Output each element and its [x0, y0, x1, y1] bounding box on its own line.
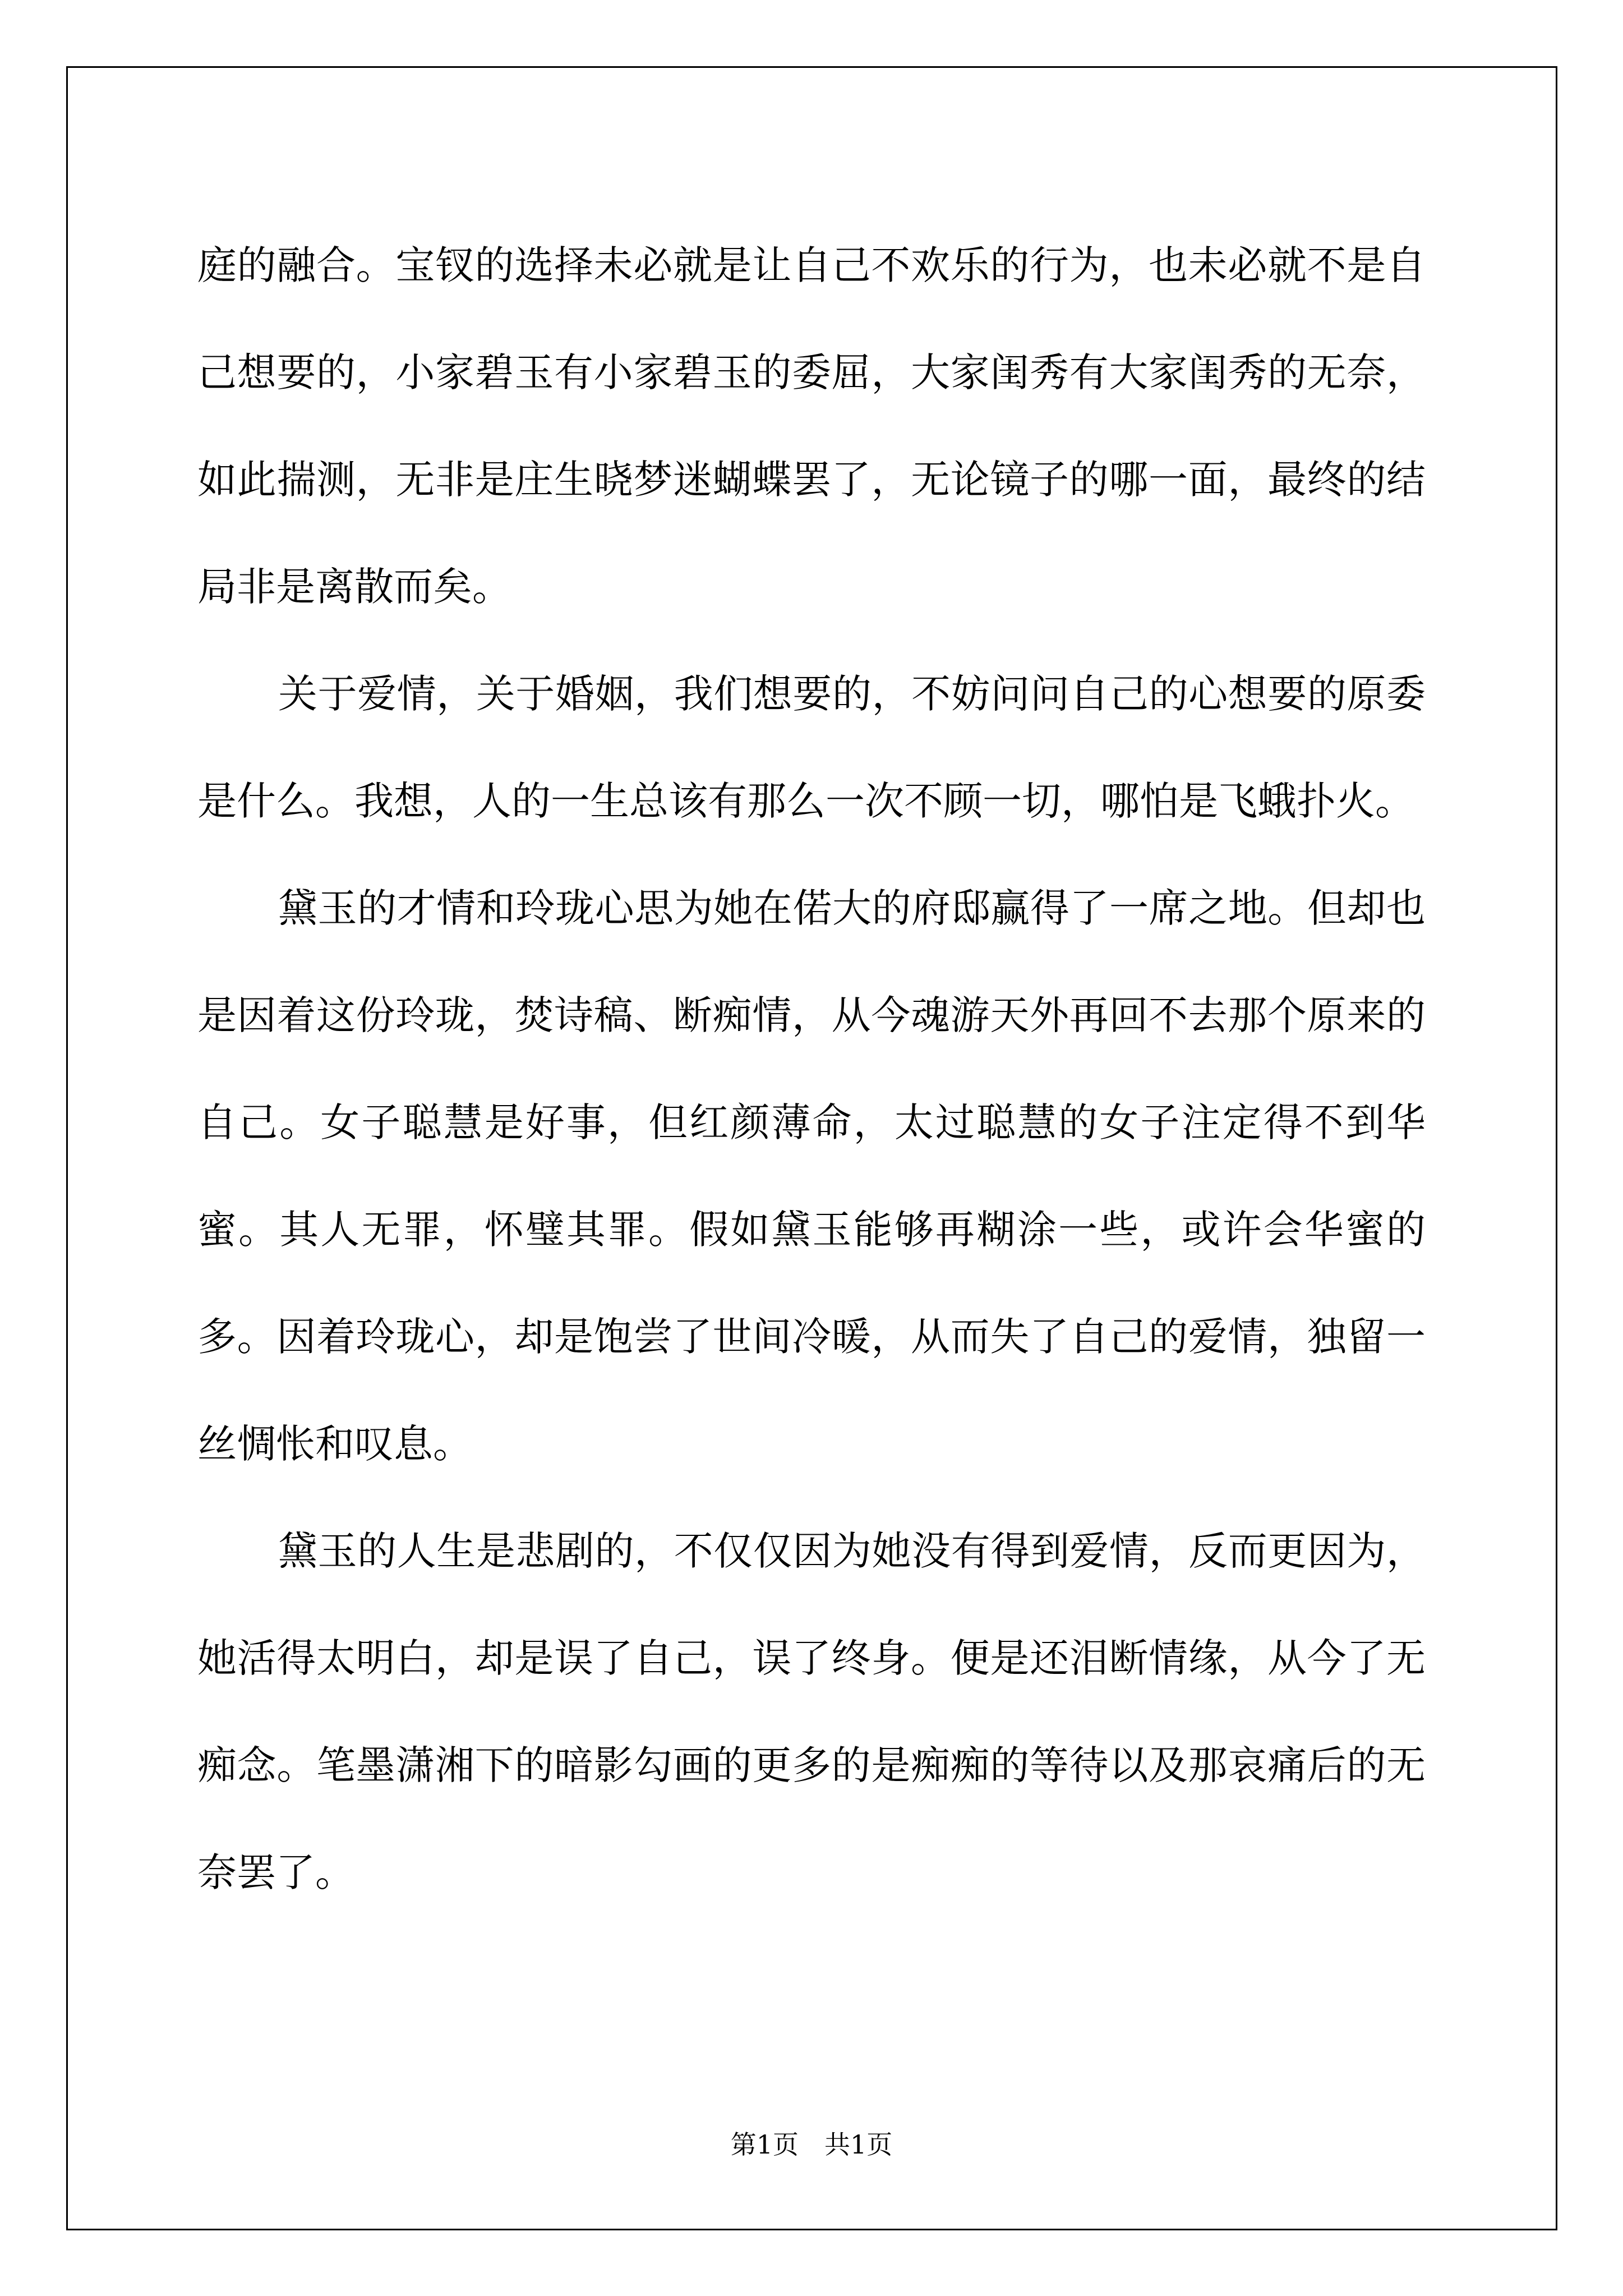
- paragraph-4: 黛玉的人生是悲剧的，不仅仅因为她没有得到爱情，反而更因为，她活得太明白，却是误了自己，误了终身。便是还泪断情缘，从今了无痴念。笔墨潇湘下的暗影勾画的更多的是痴痴的等待以及那哀痛后的无奈罢了。: [197, 1528, 1426, 1895]
- paragraph-3: 黛玉的才情和玲珑心思为她在偌大的府邸赢得了一席之地。但却也是因着这份玲珑，焚诗稿、断痴情，从今魂游天外再回不去那个原来的自己。女子聪慧是好事，但红颜薄命，太过聪慧的女子注定得不到华蜜。其人无罪，怀璧其罪。假如黛玉能够再糊涂一些，或许会华蜜的多。因着玲珑心，却是饱尝了世间冷暖，从而失了自己的爱情，独留一丝惆怅和叹息。: [197, 885, 1426, 1467]
- paragraph-2: 关于爱情，关于婚姻，我们想要的，不妨问问自己的心想要的原委是什么。我想，人的一生总该有那么一次不顾一切，哪怕是飞蛾扑火。: [197, 671, 1426, 824]
- page-number-footer: 第1页 共1页: [730, 2129, 893, 2160]
- document-body: [197, 212, 1426, 1926]
- paragraph-1: 庭的融合。宝钗的选择未必就是让自己不欢乐的行为，也未必就不是自己想要的，小家碧玉有小家碧玉的委屈，大家闺秀有大家闺秀的无奈，如此揣测，无非是庄生晓梦迷蝴蝶罢了，无论镜子的哪一面，最终的结局非是离散而矣。: [197, 242, 1426, 610]
